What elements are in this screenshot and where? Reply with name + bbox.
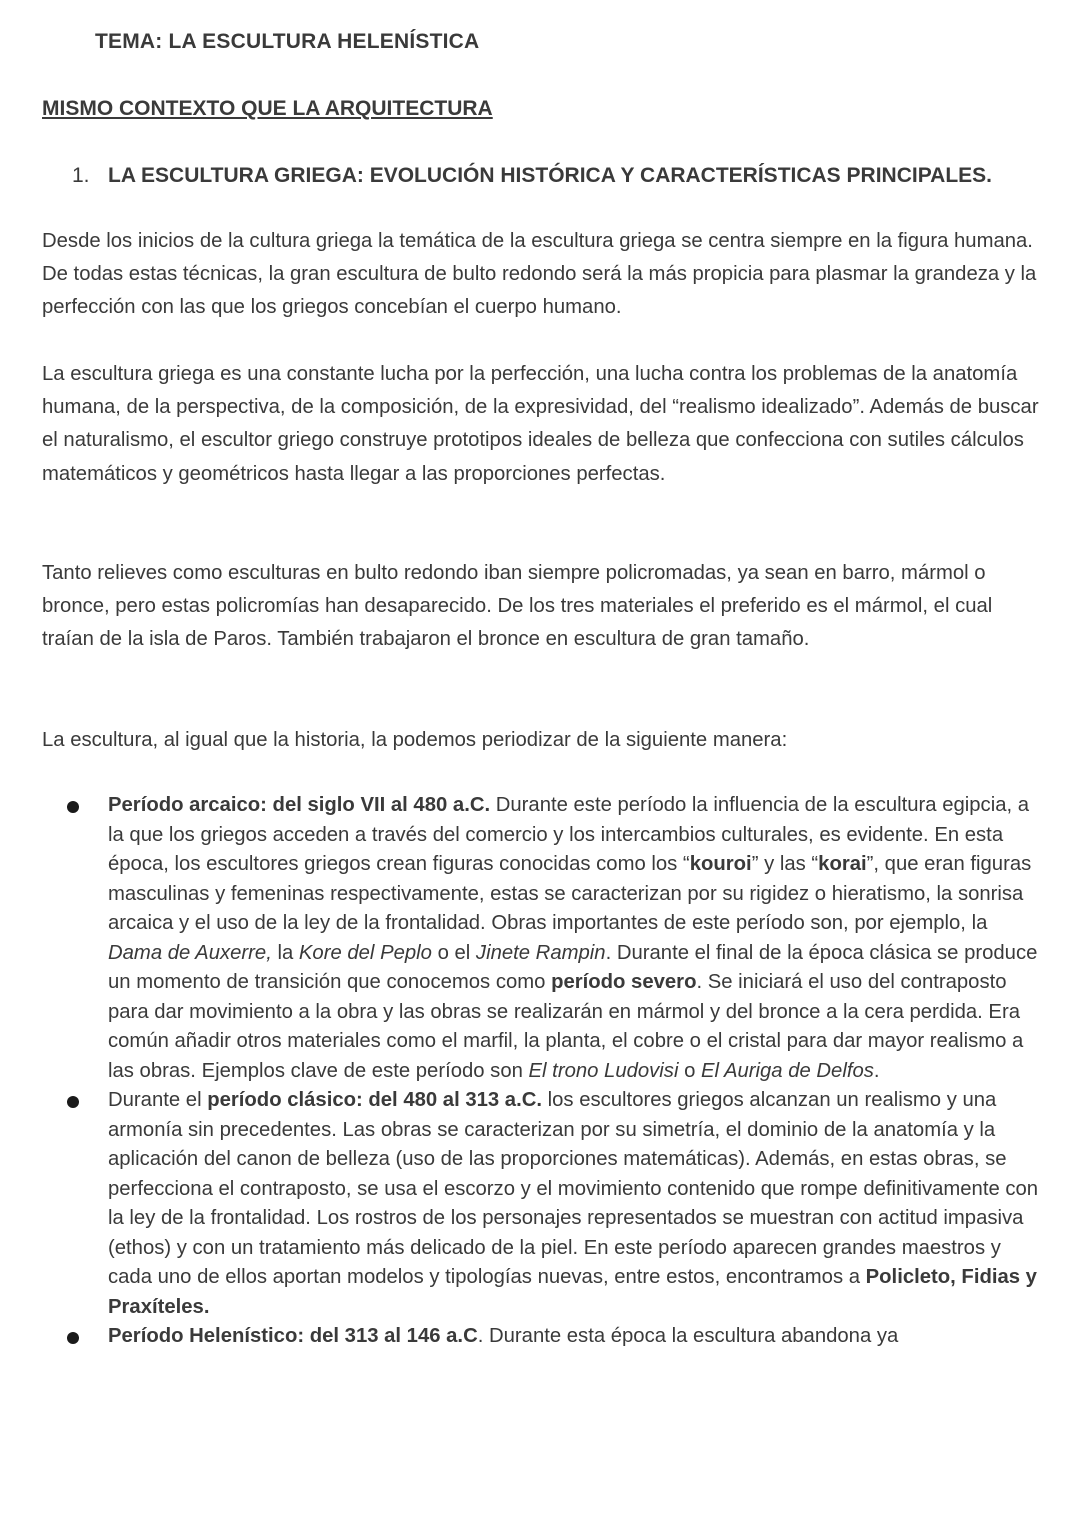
list-item-archaic: Período arcaico: del siglo VII al 480 a.C. Durante este período la influencia de la escultura egipcia, a la que los griegos acceden a través del comercio y los intercambios culturales, es evidente. En esta época, los escultores griegos crean figuras conocidas como los “kouroi” y las “korai”, que eran figuras masculinas y femeninas respectivamente, estas se caracterizan por su rigidez o hieratismo, la sonrisa arcaica y el uso de la ley de la frontalidad. Obras importantes de este período son, por ejemplo, la Dama de Auxerre, la Kore del Peplo o el Jinete Rampin. Durante el final de la época clásica se produce un momento de transición que conocemos como período severo. Se iniciará el uso del contraposto para dar movimiento a la obra y las obras se realizarán en mármol y del bronce a la cera perdida. Era común añadir otros materiales como el marfil, la planta, el cobre o el cristal para dar mayor realismo a las obras. Ejemplos clave de este período son El trono Ludovisi o El Auriga de Delfos. (42, 791, 1042, 1086)
section-number: 1. (72, 164, 90, 187)
bullet-icon (67, 1332, 79, 1344)
list-item-classical: Durante el período clásico: del 480 al 313 a.C. los escultores griegos alcanzan un realismo y una armonía sin precedentes. Las obras se caracterizan por su simetría, el dominio de la anatomía y la aplicación del canon de belleza (uso de las proporciones matemáticas). Además, en estas obras, se perfecciona el contraposto, se usa el escorzo y el movimiento contenido que rompe definitivamente con la ley de la frontalidad. Los rostros de los personajes representados se muestran con actitud impasiva (ethos) y con un tratamiento más delicado de la piel. En este período aparecen grandes maestros y cada uno de ellos aportan modelos y tipologías nuevas, entre estos, encontramos a Policleto, Fidias y Praxíteles. (42, 1086, 1042, 1322)
bullet-icon (67, 1096, 79, 1108)
bullet-icon (67, 801, 79, 813)
paragraph-perfection: La escultura griega es una constante lucha por la perfección, una lucha contra los problemas de la anatomía humana, de la perspectiva, de la composición, de la expresividad, del “realismo idealizado”. Además de buscar el naturalismo, el escultor griego construye prototipos ideales de belleza que confecciona con sutiles cálculos matemáticos y geométricos hasta llegar a las proporciones perfectas. (42, 363, 1039, 485)
document-title: TEMA: LA ESCULTURA HELENÍSTICA (95, 30, 480, 53)
section-heading (72, 164, 992, 188)
document-subtitle: MISMO CONTEXTO QUE LA ARQUITECTURA (42, 97, 493, 120)
periods-list (42, 791, 1042, 1352)
paragraph-materials: Tanto relieves como esculturas en bulto redondo iban siempre policromadas, ya sean en barro, mármol o bronce, pero estas policromías han desaparecido. De los tres materiales el preferido es el mármol, el cual traían de la isla de Paros. También trabajaron el bronce en escultura de gran tamaño. (42, 562, 993, 651)
paragraph-intro: Desde los inicios de la cultura griega la temática de la escultura griega se centra siempre en la figura humana. De todas estas técnicas, la gran escultura de bulto redondo será la más propicia para plasmar la grandeza y la perfección con las que los griegos concebían el cuerpo humano. (42, 230, 1037, 319)
section-title: LA ESCULTURA GRIEGA: EVOLUCIÓN HISTÓRICA Y CARACTERÍSTICAS PRINCIPALES. (108, 164, 992, 187)
list-item-hellenistic: Período Helenístico: del 313 al 146 a.C. Durante esta época la escultura abandona ya (42, 1322, 1042, 1352)
paragraph-periods: La escultura, al igual que la historia, la podemos periodizar de la siguiente manera: (42, 729, 788, 751)
